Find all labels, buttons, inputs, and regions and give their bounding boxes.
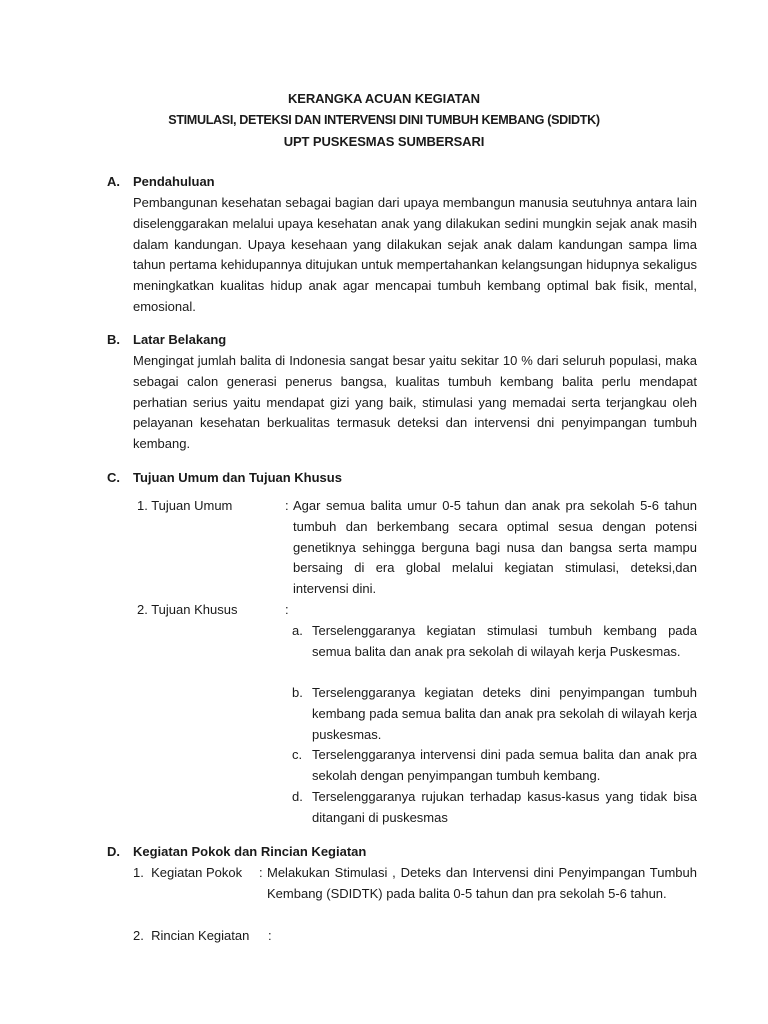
tujuan-khusus-item — [292, 683, 697, 745]
tujuan-khusus-label: 2. Tujuan Khusus — [137, 602, 238, 617]
tujuan-khusus-colon: : — [285, 602, 289, 617]
section-c-letter: C. — [107, 470, 120, 485]
section-a-body: Pembangunan kesehatan sebagai bagian dari upaya membangun manusia seutuhnya antara lain diselenggarakan melalui upaya kesehatan anak yang dilakukan sedini mungkin sejak anak masih dalam kandungan. Upaya kesehaan yang dilakukan sejak anak dalam kandungan sampa lima tahun pertama kehidupannya ditujukan untuk mempertahankan kelangsungan hidupnya sekaligus meningkatkan kualitas hidup anak agar mencapai tumbuh kembang optimal bak fisik, mental, emosional. — [133, 195, 697, 314]
item-text: Terselenggaranya intervensi dini pada semua balita dan anak pra sekolah dengan penyimpangan tumbuh kembang. — [312, 747, 697, 783]
item-text: Terselenggaranya kegiatan stimulasi tumbuh kembang pada semua balita dan anak pra sekolah di wilayah kerja Puskesmas. — [312, 623, 697, 659]
kegiatan-pokok-text: Melakukan Stimulasi , Deteks dan Intervensi dini Penyimpangan Tumbuh Kembang (SDIDTK) pada balita 0-5 tahun dan pra sekolah 5-6 tahun. — [267, 865, 697, 901]
section-c-title: Tujuan Umum dan Tujuan Khusus — [133, 470, 342, 485]
rincian-kegiatan-colon: : — [268, 928, 272, 943]
item-marker: a. — [292, 623, 303, 638]
item-text: Terselenggaranya rujukan terhadap kasus-kasus yang tidak bisa ditangani di puskesmas — [312, 789, 697, 825]
rincian-kegiatan-label: 2. Rincian Kegiatan — [133, 928, 250, 943]
tujuan-khusus-item — [292, 621, 697, 663]
document-title: KERANGKA ACUAN KEGIATAN — [288, 91, 480, 106]
tujuan-khusus-item — [292, 745, 697, 787]
tujuan-khusus-item — [292, 787, 697, 829]
section-b-heading — [107, 330, 226, 350]
kegiatan-pokok-label: 1. Kegiatan Pokok — [133, 865, 243, 880]
section-b-title: Latar Belakang — [133, 332, 227, 347]
item-marker: c. — [292, 747, 303, 762]
section-b-body: Mengingat jumlah balita di Indonesia sangat besar yaitu sekitar 10 % dari seluruh populasi, maka sebagai calon generasi penerus bangsa, kualitas tumbuh kembang balita perlu mendapat perhatian serius yaitu mendapat gizi yang baik, stimulasi yang memadai serta terjangkau oleh pelayanan kesehatan berkualitas termasuk deteksi dan intervensi dni penyimpangan tumbuh kembang. — [133, 353, 697, 452]
item-text: Terselenggaranya kegiatan deteks dini penyimpangan tumbuh kembang pada semua balita dan anak pra sekolah di wilayah kerja puskesmas. — [312, 685, 697, 742]
section-d-heading — [107, 842, 366, 862]
tujuan-umum-colon: : — [285, 498, 289, 513]
item-marker: d. — [292, 789, 303, 804]
section-d-title: Kegiatan Pokok dan Rincian Kegiatan — [133, 844, 367, 859]
document-subtitle: STIMULASI, DETEKSI DAN INTERVENSI DINI TUMBUH KEMBANG (SDIDTK) — [168, 113, 600, 127]
item-marker: b. — [292, 685, 303, 700]
document-organization: UPT PUSKESMAS SUMBERSARI — [283, 134, 485, 149]
section-b-letter: B. — [107, 332, 120, 347]
section-a-title: Pendahuluan — [133, 174, 215, 189]
kegiatan-pokok-colon: : — [259, 865, 263, 880]
section-d-letter: D. — [107, 844, 120, 859]
tujuan-umum-text: Agar semua balita umur 0-5 tahun dan anak pra sekolah 5-6 tahun tumbuh dan berkembang secara optimal sesua dengan potensi genetiknya sehingga berguna bagi nusa dan bangsa serta mampu bersaing di era global melalui kegiatan stimulasi, deteksi,dan intervensi dini. — [293, 498, 697, 597]
section-c-heading — [107, 468, 342, 488]
section-a-heading — [107, 172, 215, 192]
section-a-letter: A. — [107, 174, 120, 189]
tujuan-umum-label: 1. Tujuan Umum — [137, 498, 233, 513]
